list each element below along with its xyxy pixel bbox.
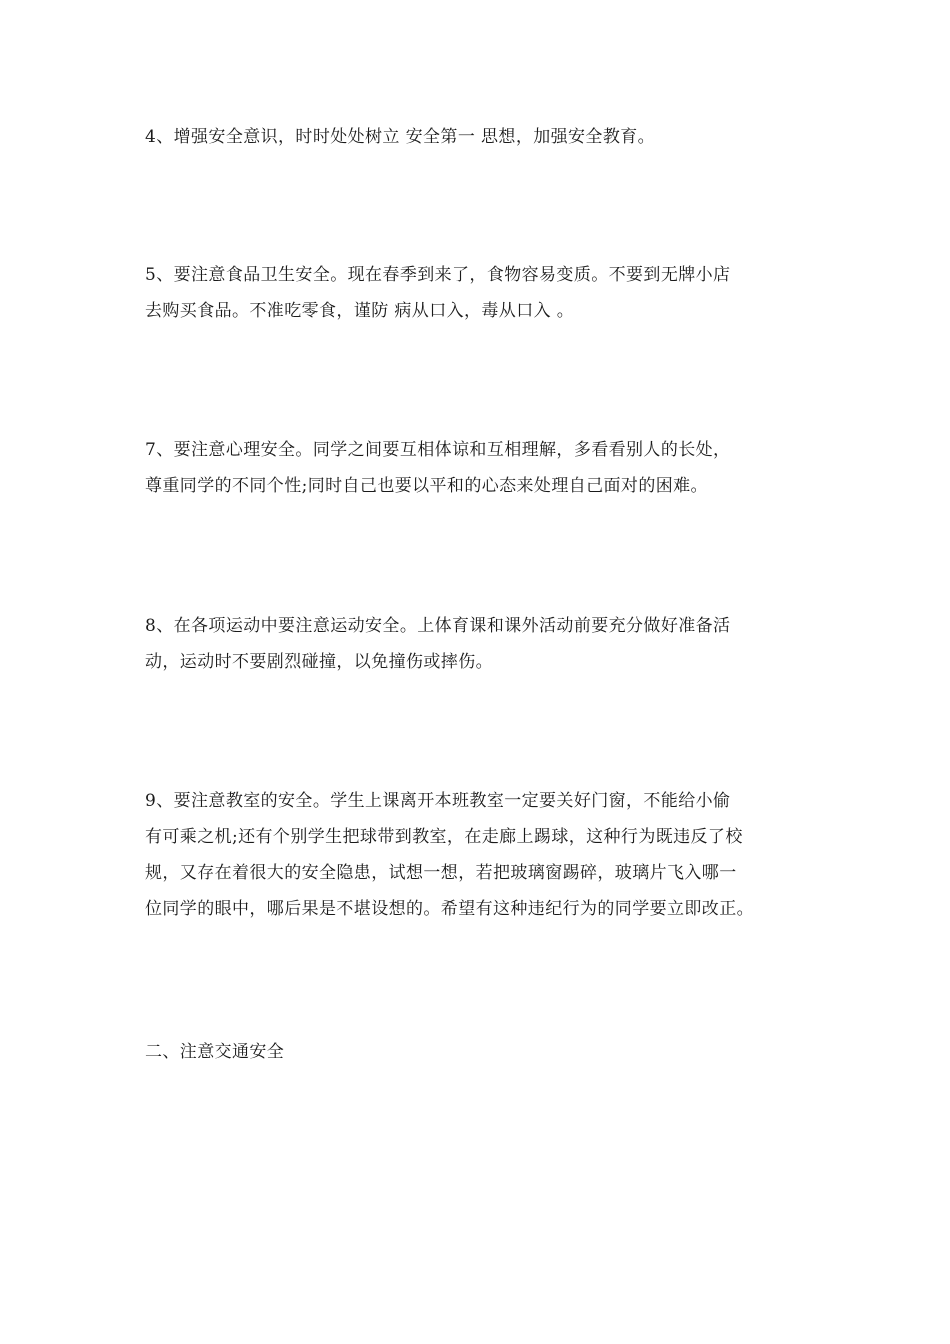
paragraph-line: 位同学的眼中，哪后果是不堪设想的。希望有这种违纪行为的同学要立即改正。 [145, 899, 754, 919]
paragraph-line: 有可乘之机;还有个别学生把球带到教室，在走廊上踢球，这种行为既违反了校 [145, 827, 743, 847]
paragraph-item-7 [145, 432, 815, 504]
section-heading-text: 二、注意交通安全 [145, 1042, 285, 1062]
paragraph-item-4 [145, 119, 815, 155]
paragraph-line: 7、要注意心理安全。同学之间要互相体谅和互相理解，多看看别人的长处， [145, 440, 731, 460]
paragraph-line: 4、增强安全意识，时时处处树立 安全第一 思想，加强安全教育。 [145, 127, 656, 147]
section-heading [145, 1034, 815, 1070]
paragraph-line: 8、在各项运动中要注意运动安全。上体育课和课外活动前要充分做好准备活 [145, 616, 731, 636]
paragraph-item-8 [145, 608, 815, 680]
paragraph-line: 去购买食品。不准吃零食，谨防 病从口入，毒从口入 。 [145, 301, 575, 321]
paragraph-line: 5、要注意食品卫生安全。现在春季到来了，食物容易变质。不要到无牌小店 [145, 265, 731, 285]
paragraph-line: 规，又存在着很大的安全隐患，试想一想，若把玻璃窗踢碎，玻璃片飞入哪一 [145, 863, 737, 883]
paragraph-line: 动，运动时不要剧烈碰撞，以免撞伤或摔伤。 [145, 652, 493, 672]
paragraph-item-9 [145, 783, 815, 927]
paragraph-line: 尊重同学的不同个性;同时自己也要以平和的心态来处理自己面对的困难。 [145, 476, 708, 496]
paragraph-line: 9、要注意教室的安全。学生上课离开本班教室一定要关好门窗，不能给小偷 [145, 791, 731, 811]
paragraph-item-5 [145, 257, 815, 329]
